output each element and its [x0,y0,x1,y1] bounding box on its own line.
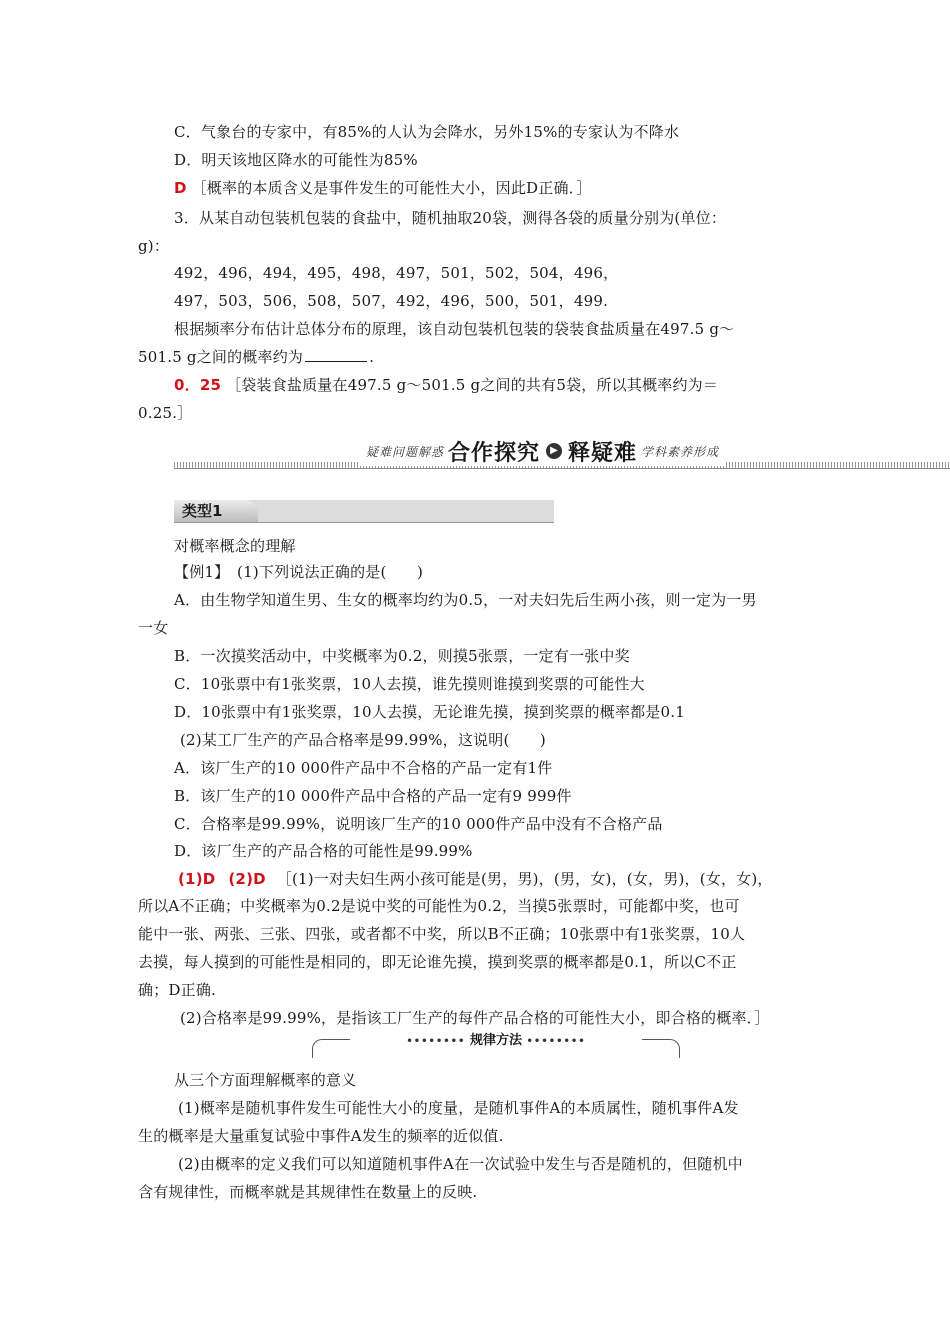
option-a: A．由生物学知道生男、生女的概率均约为0.5，一对夫妇先后生两小孩，则一定为一男 [174,591,757,609]
answer-line-ex1 [178,868,773,890]
method-point-1: (1)概率是随机事件发生可能性大小的度量，是随机事件A的本质属性，随机事件A发 [178,1099,739,1117]
prompt-text: 501.5 g之间的概率约为 [138,348,304,366]
answer-line-q2 [174,177,592,199]
question-3-unit: g)： [138,237,170,255]
data-row-1: 492，496，494，495，498，497，501，502，504，496， [174,264,619,282]
data-row-2: 497，503，506，508，507，492，496，500，501，499. [174,292,609,310]
method-point-1-cont: 生的概率是大量重复试验中事件A发生的频率的近似值. [138,1127,504,1145]
answer-part-1: (1)D [178,870,216,888]
answer-blank [305,347,367,362]
option-a-cont: 一女 [138,619,169,637]
answer-part-2: (2)D [228,870,266,888]
option-c: C．10张票中有1张奖票，10人去摸，谁先摸则谁摸到奖票的可能性大 [174,675,645,693]
rule-title: 规律方法 [469,1033,522,1048]
explanation-line-1: 所以A不正确；中奖概率为0.2是说中奖的可能性为0.2，当摸5张票时，可能都中奖，也可 [138,897,740,915]
section-title-left: 合作探究 [448,440,541,466]
answer-explanation: ［概率的本质含义是事件发生的可能性大小，因此D正确．］ [191,179,592,197]
arrow-icon: ▶ [546,443,562,459]
answer-explanation: ［(1)一对夫妇生两小孩可能是(男，男)，(男，女)，(女，男)，(女，女)， [276,870,773,888]
option-d-2: D．该厂生产的产品合格的可能性是99.99% [174,842,473,860]
option-b: B．一次摸奖活动中，中奖概率为0.2，则摸5张票，一定有一张中奖 [174,647,630,665]
method-title: 从三个方面理解概率的意义 [174,1071,357,1089]
option-d-line: D．明天该地区降水的可能性为85% [174,151,418,169]
option-a-2: A．该厂生产的10 000件产品中不合格的产品一定有1件 [174,759,553,777]
dots-right: •••••••• [526,1036,586,1047]
answer-line-q3 [174,374,718,396]
explanation-line-4: 确；D正确. [138,981,216,999]
section-title-right: 释疑难 [568,440,638,466]
section-sub-left: 疑难问题解惑 [366,444,445,459]
question-3-line: 3．从某自动包装机包装的食盐中，随机抽取20袋，测得各袋的质量分别为(单位： [174,209,727,227]
dots-left: •••••••• [406,1036,466,1047]
question-3-prompt: 根据频率分布估计总体分布的原理，该自动包装机包装的袋装食盐质量在497.5 g～ [174,320,735,338]
explanation-line-3: 去摸，每人摸到的可能性是相同的，即无论谁先摸，摸到奖票的概率都是0.1，所以C不正 [138,953,737,971]
question-3-prompt-cont [138,346,374,368]
rule-header [350,1031,642,1051]
example-1-heading: 【例1】 (1)下列说法正确的是( ) [174,563,423,581]
type-header [174,500,554,523]
topic-title: 对概率概念的理解 [174,537,296,555]
method-point-2-cont: 含有规律性，而概率就是其规律性在数量上的反映. [138,1183,478,1201]
section-divider [174,468,950,469]
type-label: 类型1 [174,500,258,522]
section-header [360,436,725,466]
prompt-period: . [369,348,375,366]
explanation-line-2: 能中一张、两张、三张、四张，或者都不中奖，所以B不正确；10张票中有1张奖票，10人 [138,925,746,943]
answer-letter: D [174,179,187,197]
answer-line-q3-cont: 0.25.］ [138,404,193,422]
explanation-line-5: (2)合格率是99.99%，是指该工厂生产的每件产品合格的可能性大小，即合格的概率．］ [180,1009,770,1027]
part-2-question: (2)某工厂生产的产品合格率是99.99%，这说明( ) [180,731,546,749]
section-sub-right: 学科素养形成 [641,444,720,459]
answer-explanation: ［袋装食盐质量在497.5 g～501.5 g之间的共有5袋，所以其概率约为＝ [226,376,719,394]
option-b-2: B．该厂生产的10 000件产品中合格的产品一定有9 999件 [174,787,572,805]
option-d: D．10张票中有1张奖票，10人去摸，无论谁先摸，摸到奖票的概率都是0.1 [174,703,686,721]
option-c-2: C．合格率是99.99%，说明该厂生产的10 000件产品中没有不合格产品 [174,815,663,833]
method-point-2: (2)由概率的定义我们可以知道随机事件A在一次试验中发生与否是随机的，但随机中 [178,1155,743,1173]
option-c-line: C．气象台的专家中，有85%的人认为会降水，另外15%的专家认为不降水 [174,123,680,141]
answer-value: 0．25 [174,376,222,394]
